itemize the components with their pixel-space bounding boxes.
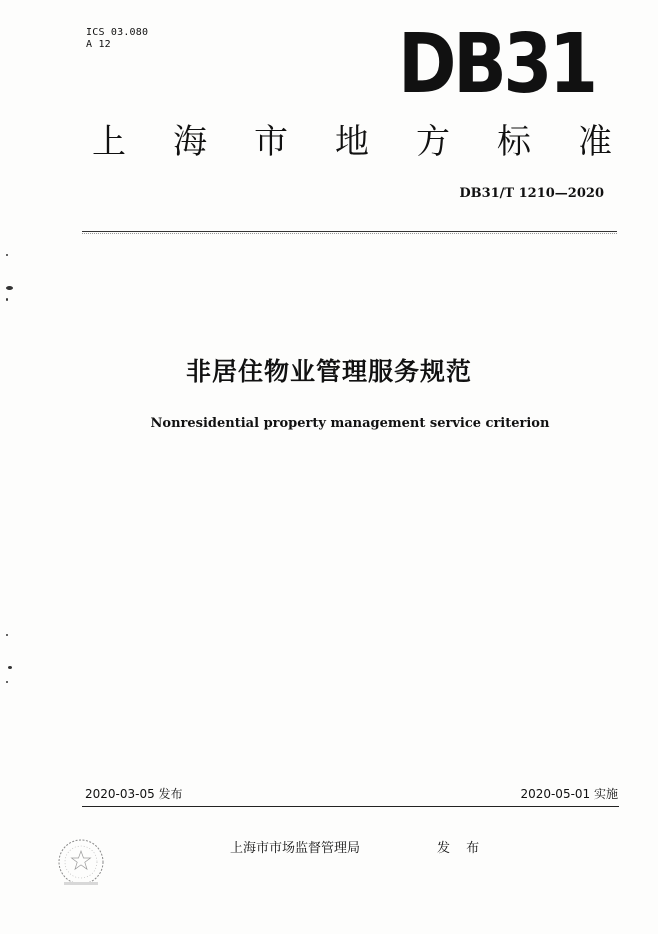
ccs-code: A 12	[86, 39, 111, 50]
db31-logo: DB31	[398, 17, 595, 112]
footer-divider	[82, 806, 619, 807]
classification-codes	[86, 27, 148, 51]
publish-label: 发 布	[437, 841, 486, 856]
scan-speck	[8, 666, 12, 669]
standard-type-char: 上	[92, 122, 126, 162]
scan-speck	[6, 254, 8, 256]
standard-type-char: 市	[254, 122, 288, 162]
ics-code: ICS 03.080	[86, 27, 149, 38]
standard-type-char: 方	[416, 122, 450, 162]
header-divider	[82, 231, 617, 232]
standard-type-char: 地	[335, 122, 369, 162]
standard-type-char: 准	[578, 122, 612, 162]
official-seal-icon	[50, 832, 112, 894]
document-title-chinese: 非居住物业管理服务规范	[185, 357, 472, 386]
document-title-english: Nonresidential property management service criterion	[150, 416, 550, 431]
scan-speck	[6, 286, 13, 290]
publisher-name: 上海市市场监督管理局	[230, 841, 361, 856]
scan-speck	[6, 298, 8, 301]
standard-type-heading	[92, 122, 612, 162]
standard-type-char: 标	[497, 122, 531, 162]
standard-number: DB31/T 1210—2020	[459, 186, 604, 201]
scan-speck	[6, 634, 8, 636]
standard-type-char: 海	[173, 122, 207, 162]
implementation-date: 2020-05-01 实施	[520, 787, 618, 801]
issue-date: 2020-03-05 发布	[85, 787, 183, 801]
scan-speck	[6, 681, 8, 683]
